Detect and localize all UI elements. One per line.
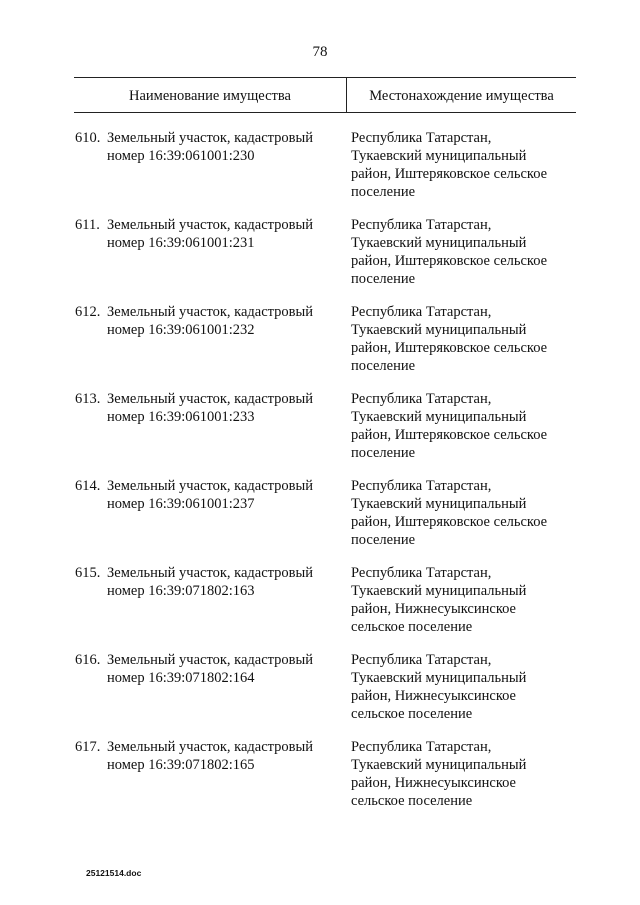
location-line: сельское поселение — [351, 706, 473, 722]
location-line: Тукаевский муниципальный — [351, 670, 527, 686]
location-line: район, Иштеряковское сельское — [351, 340, 548, 356]
location-line: поселение — [351, 271, 416, 287]
row-number: 615. — [75, 565, 101, 581]
property-location — [351, 216, 571, 288]
row-number: 610. — [75, 130, 101, 146]
location-line: район, Иштеряковское сельское — [351, 166, 548, 182]
location-line: район, Иштеряковское сельское — [351, 514, 548, 530]
location-line: Республика Татарстан, — [351, 304, 492, 320]
property-name: Земельный участок, кадастровый номер 16:39:061001:233 — [107, 391, 314, 425]
property-name: Земельный участок, кадастровый номер 16:39:071802:163 — [107, 565, 314, 599]
property-location — [351, 738, 571, 810]
location-line: Тукаевский муниципальный — [351, 496, 527, 512]
table-header — [74, 77, 576, 113]
table-row — [0, 390, 640, 476]
property-location — [351, 303, 571, 375]
table-row — [0, 303, 640, 389]
location-line: Тукаевский муниципальный — [351, 235, 527, 251]
property-location — [351, 477, 571, 549]
table-row — [0, 738, 640, 824]
property-name: Земельный участок, кадастровый номер 16:39:061001:231 — [107, 217, 314, 251]
column-header-name: Наименование имущества — [129, 88, 291, 104]
property-location — [351, 564, 571, 636]
location-line: Республика Татарстан, — [351, 130, 492, 146]
location-line: Тукаевский муниципальный — [351, 583, 527, 599]
property-name: Земельный участок, кадастровый номер 16:39:061001:237 — [107, 478, 314, 512]
location-line: район, Нижнесуыксинское — [351, 688, 516, 704]
property-name: Земельный участок, кадастровый номер 16:39:061001:232 — [107, 304, 314, 338]
location-line: Республика Татарстан, — [351, 652, 492, 668]
location-line: Республика Татарстан, — [351, 739, 492, 755]
table-row — [0, 477, 640, 563]
row-number: 617. — [75, 739, 101, 755]
table-row — [0, 651, 640, 737]
page-number: 78 — [312, 44, 328, 60]
location-line: район, Иштеряковское сельское — [351, 427, 548, 443]
table-row — [0, 216, 640, 302]
location-line: Республика Татарстан, — [351, 217, 492, 233]
document-filename: 25121514.doc — [86, 868, 142, 878]
location-line: поселение — [351, 532, 416, 548]
location-line: поселение — [351, 358, 416, 374]
property-name: Земельный участок, кадастровый номер 16:39:061001:230 — [107, 130, 314, 164]
location-line: сельское поселение — [351, 619, 473, 635]
row-number: 612. — [75, 304, 101, 320]
location-line: Республика Татарстан, — [351, 478, 492, 494]
location-line: Тукаевский муниципальный — [351, 409, 527, 425]
location-line: поселение — [351, 445, 416, 461]
row-number: 611. — [75, 217, 100, 233]
location-line: Тукаевский муниципальный — [351, 148, 527, 164]
property-name: Земельный участок, кадастровый номер 16:39:071802:164 — [107, 652, 314, 686]
row-number: 614. — [75, 478, 101, 494]
location-line: сельское поселение — [351, 793, 473, 809]
property-name: Земельный участок, кадастровый номер 16:39:071802:165 — [107, 739, 314, 773]
table-row — [0, 129, 640, 215]
location-line: район, Нижнесуыксинское — [351, 775, 516, 791]
location-line: Республика Татарстан, — [351, 565, 492, 581]
location-line: Тукаевский муниципальный — [351, 757, 527, 773]
location-line: поселение — [351, 184, 416, 200]
property-location — [351, 651, 571, 723]
table-row — [0, 564, 640, 650]
location-line: район, Иштеряковское сельское — [351, 253, 548, 269]
column-header-location: Местонахождение имущества — [369, 88, 554, 104]
row-number: 613. — [75, 391, 101, 407]
location-line: район, Нижнесуыксинское — [351, 601, 516, 617]
location-line: Республика Татарстан, — [351, 391, 492, 407]
property-location — [351, 390, 571, 462]
location-line: Тукаевский муниципальный — [351, 322, 527, 338]
row-number: 616. — [75, 652, 101, 668]
property-location — [351, 129, 571, 201]
